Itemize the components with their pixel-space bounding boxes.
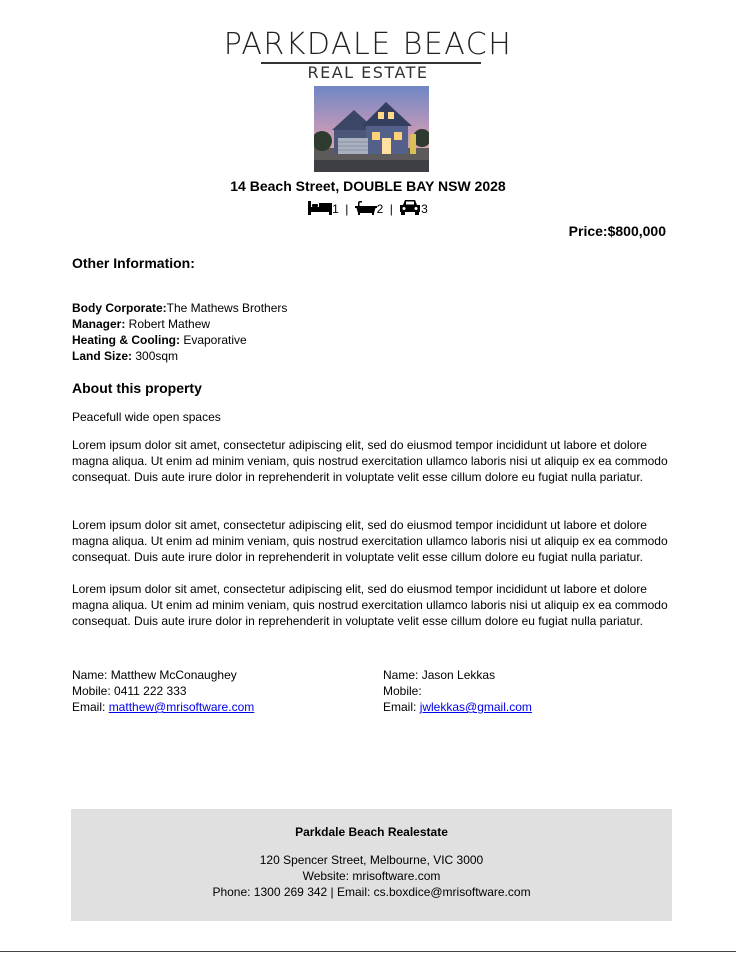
feature-separator: | <box>389 202 393 216</box>
footer-address: 120 Spencer Street, Melbourne, VIC 3000 <box>259 853 484 867</box>
other-info-heading: Other Information: <box>72 255 195 271</box>
property-price <box>569 223 666 239</box>
agent-email-link[interactable]: jwlekkas@gmail.com <box>419 700 532 714</box>
land-size-row <box>72 348 178 364</box>
about-paragraph: Lorem ipsum dolor sit amet, consectetur adipiscing elit, sed do eiusmod tempor incididunt ut labore et dolore magna aliqua. Ut enim ad minim veniam, quis nostrud exercitation ullamco laboris nisi ut aliquip ex ea commodo consequat. Duis aute irure dolor in reprehenderit in voluptate velit esse cillum dolore eu fugiat nulla pariatur. <box>72 582 668 628</box>
heating-value: Evaporative <box>180 333 247 347</box>
company-logo-subtitle: REAL ESTATE <box>307 63 429 82</box>
about-heading: About this property <box>72 380 202 396</box>
price-label: Price: <box>568 223 608 239</box>
heating-row <box>72 332 247 348</box>
agent-name-row <box>72 667 254 683</box>
about-paragraph: Lorem ipsum dolor sit amet, consectetur adipiscing elit, sed do eiusmod tempor incididunt ut labore et dolore magna aliqua. Ut enim ad minim veniam, quis nostrud exercitation ullamco laboris nisi ut aliquip ex ea commodo consequat. Duis aute irure dolor in reprehenderit in voluptate velit esse cillum dolore eu fugiat nulla pariatur. <box>72 438 668 484</box>
agent-mobile: 0411 222 333 <box>114 684 187 698</box>
footer-website: Website: mrisoftware.com <box>302 869 441 883</box>
agent-contact-card <box>72 667 254 715</box>
price-value: $800,000 <box>607 223 666 239</box>
agent-email-row <box>383 699 532 715</box>
manager-value: Robert Mathew <box>125 317 211 331</box>
page-bottom-divider <box>0 951 736 952</box>
land-size-value: 300sqm <box>132 349 179 363</box>
agent-mobile-label: Mobile: <box>72 684 115 698</box>
company-logo-title: PARKDALE BEACH <box>223 27 513 62</box>
about-paragraph: Lorem ipsum dolor sit amet, consectetur adipiscing elit, sed do eiusmod tempor incididunt ut labore et dolore magna aliqua. Ut enim ad minim veniam, quis nostrud exercitation ullamco laboris nisi ut aliquip ex ea commodo consequat. Duis aute irure dolor in reprehenderit in voluptate velit esse cillum dolore eu fugiat nulla pariatur. <box>72 518 668 564</box>
agent-mobile-row <box>72 683 254 699</box>
property-features <box>0 199 736 218</box>
footer-contact: Phone: 1300 269 342 | Email: cs.boxdice@mrisoftware.com <box>212 885 531 899</box>
agent-mobile-row <box>383 683 532 699</box>
agent-email-label: Email: <box>383 700 420 714</box>
agent-name-row <box>383 667 532 683</box>
property-photo <box>314 86 429 172</box>
agent-mobile-label: Mobile: <box>383 684 422 698</box>
body-corporate-row <box>72 300 287 316</box>
heating-label: Heating & Cooling: <box>72 333 180 347</box>
agent-name-label: Name: <box>383 668 422 682</box>
land-size-label: Land Size: <box>72 349 133 363</box>
manager-row <box>72 316 210 332</box>
property-address: 14 Beach Street, DOUBLE BAY NSW 2028 <box>230 178 506 194</box>
agent-email-row <box>72 699 254 715</box>
agent-contact-card <box>383 667 532 715</box>
company-footer <box>71 809 672 921</box>
agent-name: Matthew McConaughey <box>110 668 237 682</box>
body-corporate-label: Body Corporate: <box>72 301 167 315</box>
manager-label: Manager: <box>72 317 126 331</box>
car-icon <box>399 199 421 215</box>
feature-separator: | <box>345 202 349 216</box>
bath-icon <box>355 201 377 215</box>
car-count: 3 <box>421 202 428 216</box>
footer-company-name: Parkdale Beach Realestate <box>295 825 448 839</box>
agent-name: Jason Lekkas <box>421 668 496 682</box>
agent-email-label: Email: <box>72 700 109 714</box>
bed-icon <box>308 201 332 215</box>
about-tagline: Peacefull wide open spaces <box>72 410 221 424</box>
agent-name-label: Name: <box>72 668 111 682</box>
body-corporate-value: The Mathews Brothers <box>166 301 288 315</box>
bedroom-count: 1 <box>332 202 339 216</box>
agent-email-link[interactable]: matthew@mrisoftware.com <box>108 700 255 714</box>
bathroom-count: 2 <box>376 202 384 216</box>
